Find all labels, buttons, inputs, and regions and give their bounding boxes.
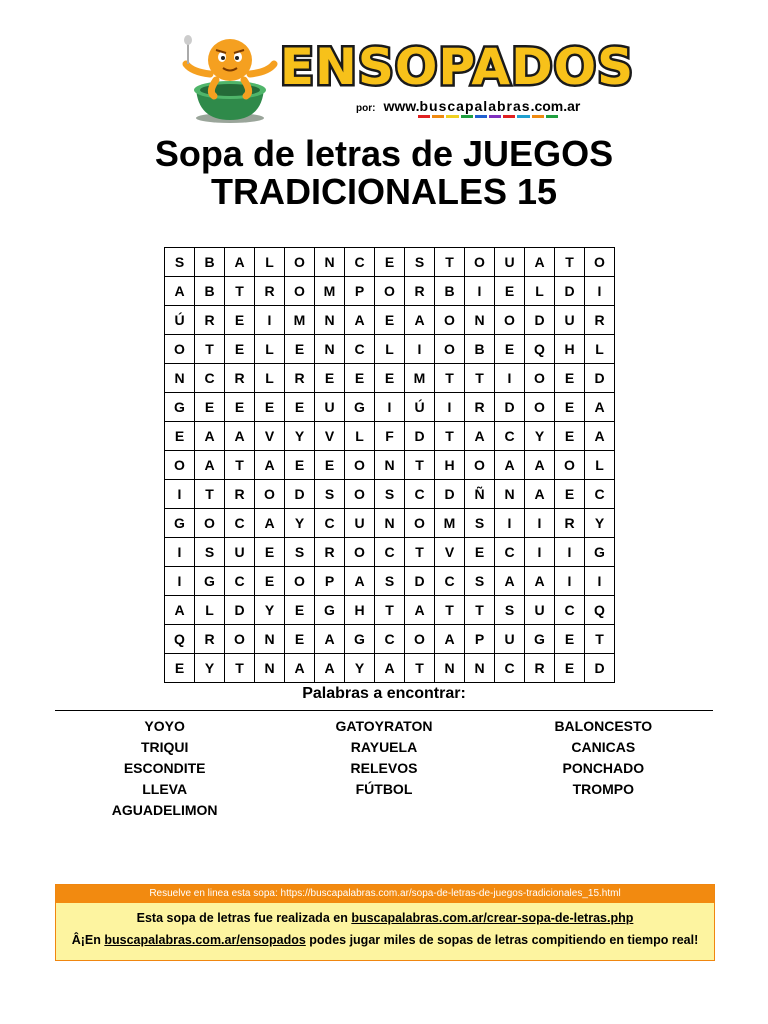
- grid-cell[interactable]: D: [285, 480, 315, 509]
- grid-cell[interactable]: D: [405, 567, 435, 596]
- byline-www: www.: [383, 98, 420, 114]
- grid-cell[interactable]: O: [255, 480, 285, 509]
- grid-row: [165, 364, 615, 393]
- grid-cell[interactable]: O: [345, 480, 375, 509]
- grid-cell[interactable]: O: [525, 393, 555, 422]
- grid-cell[interactable]: G: [345, 625, 375, 654]
- grid-cell[interactable]: L: [585, 335, 615, 364]
- grid-cell[interactable]: E: [255, 393, 285, 422]
- ensopados-link[interactable]: buscapalabras.com.ar/ensopados: [104, 933, 306, 947]
- grid-cell[interactable]: A: [195, 422, 225, 451]
- grid-cell[interactable]: Q: [525, 335, 555, 364]
- grid-cell[interactable]: N: [465, 306, 495, 335]
- grid-cell[interactable]: I: [585, 567, 615, 596]
- grid-cell[interactable]: P: [315, 567, 345, 596]
- grid-row: [165, 596, 615, 625]
- word-column: [494, 716, 713, 821]
- word-column: [274, 716, 493, 821]
- grid-row: [165, 335, 615, 364]
- grid-cell[interactable]: N: [435, 654, 465, 683]
- grid-cell[interactable]: M: [315, 277, 345, 306]
- grid-cell[interactable]: T: [195, 335, 225, 364]
- grid-cell[interactable]: D: [585, 654, 615, 683]
- grid-row: [165, 625, 615, 654]
- grid-cell[interactable]: T: [435, 248, 465, 277]
- grid-cell[interactable]: M: [435, 509, 465, 538]
- grid-row: [165, 567, 615, 596]
- grid-cell[interactable]: E: [555, 654, 585, 683]
- grid-cell[interactable]: E: [195, 393, 225, 422]
- grid-cell[interactable]: E: [315, 364, 345, 393]
- grid-cell[interactable]: O: [225, 625, 255, 654]
- grid-cell[interactable]: A: [225, 248, 255, 277]
- grid-cell[interactable]: I: [525, 538, 555, 567]
- grid-cell[interactable]: I: [165, 567, 195, 596]
- grid-cell[interactable]: T: [405, 654, 435, 683]
- grid-cell[interactable]: Ñ: [465, 480, 495, 509]
- grid-cell[interactable]: H: [435, 451, 465, 480]
- byline-brand: buscapalabras: [419, 98, 531, 114]
- grid-cell[interactable]: E: [465, 538, 495, 567]
- grid-cell[interactable]: N: [465, 654, 495, 683]
- grid-cell[interactable]: I: [495, 509, 525, 538]
- solve-online-link[interactable]: Resuelve en linea esta sopa: https://buscapalabras.com.ar/sopa-de-letras-de-juegos-tradicionales_15.html: [56, 885, 714, 903]
- footer-line-2-suffix: podes jugar miles de sopas de letras compitiendo en tiempo real!: [305, 933, 699, 947]
- grid-cell[interactable]: L: [375, 335, 405, 364]
- grid-cell[interactable]: Y: [195, 654, 225, 683]
- rainbow-segment: [503, 115, 515, 118]
- rainbow-segment: [446, 115, 458, 118]
- grid-cell[interactable]: D: [585, 364, 615, 393]
- grid-cell[interactable]: C: [405, 480, 435, 509]
- grid-cell[interactable]: R: [525, 654, 555, 683]
- word-list: [55, 716, 713, 821]
- grid-cell[interactable]: T: [465, 364, 495, 393]
- grid-cell[interactable]: R: [405, 277, 435, 306]
- grid-cell[interactable]: E: [375, 248, 405, 277]
- grid-cell[interactable]: H: [345, 596, 375, 625]
- grid-cell[interactable]: N: [315, 335, 345, 364]
- grid-cell[interactable]: T: [585, 625, 615, 654]
- rainbow-segment: [461, 115, 473, 118]
- grid-cell[interactable]: E: [555, 364, 585, 393]
- grid-cell[interactable]: A: [255, 451, 285, 480]
- grid-cell[interactable]: O: [525, 364, 555, 393]
- octopus-mascot-icon: [178, 30, 278, 125]
- grid-cell[interactable]: N: [315, 248, 345, 277]
- word-item: RAYUELA: [350, 739, 418, 755]
- grid-cell[interactable]: B: [195, 248, 225, 277]
- brand-rainbow-underline: [418, 115, 560, 118]
- grid-cell[interactable]: U: [315, 393, 345, 422]
- grid-cell[interactable]: R: [195, 625, 225, 654]
- word-item: CANICAS: [571, 739, 636, 755]
- grid-cell[interactable]: D: [405, 422, 435, 451]
- grid-cell[interactable]: R: [465, 393, 495, 422]
- grid-cell[interactable]: A: [405, 596, 435, 625]
- grid-cell[interactable]: C: [225, 567, 255, 596]
- grid-row: [165, 393, 615, 422]
- grid-cell[interactable]: A: [195, 451, 225, 480]
- grid-row: [165, 306, 615, 335]
- grid-cell[interactable]: C: [375, 625, 405, 654]
- grid-cell[interactable]: D: [495, 393, 525, 422]
- grid-cell[interactable]: E: [555, 625, 585, 654]
- grid-cell[interactable]: Ú: [165, 306, 195, 335]
- grid-cell[interactable]: C: [315, 509, 345, 538]
- grid-cell[interactable]: E: [255, 567, 285, 596]
- grid-cell[interactable]: S: [375, 480, 405, 509]
- grid-cell[interactable]: E: [555, 422, 585, 451]
- grid-cell[interactable]: S: [465, 567, 495, 596]
- grid-cell[interactable]: G: [585, 538, 615, 567]
- footer-line-2-prefix: Â¡En: [71, 933, 105, 947]
- grid-cell[interactable]: B: [195, 277, 225, 306]
- grid-cell[interactable]: I: [465, 277, 495, 306]
- grid-cell[interactable]: A: [435, 625, 465, 654]
- grid-cell[interactable]: V: [255, 422, 285, 451]
- grid-cell[interactable]: A: [525, 248, 555, 277]
- grid-cell[interactable]: A: [585, 393, 615, 422]
- grid-row: [165, 654, 615, 683]
- grid-cell[interactable]: T: [405, 538, 435, 567]
- grid-cell[interactable]: Y: [345, 654, 375, 683]
- grid-cell[interactable]: A: [525, 567, 555, 596]
- grid-cell[interactable]: M: [285, 306, 315, 335]
- grid-cell[interactable]: O: [435, 306, 465, 335]
- grid-cell[interactable]: R: [585, 306, 615, 335]
- grid-cell[interactable]: H: [555, 335, 585, 364]
- grid-cell[interactable]: A: [255, 509, 285, 538]
- grid-cell[interactable]: C: [495, 422, 525, 451]
- grid-cell[interactable]: G: [525, 625, 555, 654]
- title-line-2: TRADICIONALES 15: [210, 171, 558, 212]
- grid-row: [165, 451, 615, 480]
- grid-cell[interactable]: T: [375, 596, 405, 625]
- grid-cell[interactable]: C: [375, 538, 405, 567]
- grid-cell[interactable]: T: [405, 451, 435, 480]
- grid-cell[interactable]: Y: [255, 596, 285, 625]
- create-puzzle-link[interactable]: buscapalabras.com.ar/crear-sopa-de-letras.php: [351, 911, 634, 925]
- grid-cell[interactable]: R: [285, 364, 315, 393]
- grid-cell[interactable]: Y: [525, 422, 555, 451]
- grid-cell[interactable]: A: [315, 625, 345, 654]
- grid-cell[interactable]: C: [435, 567, 465, 596]
- grid-cell[interactable]: E: [225, 335, 255, 364]
- word-item: ESCONDITE: [123, 760, 206, 776]
- grid-cell[interactable]: U: [345, 509, 375, 538]
- grid-cell[interactable]: G: [345, 393, 375, 422]
- grid-cell[interactable]: A: [495, 451, 525, 480]
- grid-cell[interactable]: O: [345, 451, 375, 480]
- grid-cell[interactable]: I: [525, 509, 555, 538]
- grid-cell[interactable]: N: [165, 364, 195, 393]
- grid-cell[interactable]: R: [315, 538, 345, 567]
- grid-cell[interactable]: I: [255, 306, 285, 335]
- grid-cell[interactable]: E: [315, 451, 345, 480]
- word-item: TRIQUI: [140, 739, 189, 755]
- grid-cell[interactable]: O: [165, 335, 195, 364]
- grid-cell[interactable]: E: [255, 538, 285, 567]
- grid-cell[interactable]: L: [195, 596, 225, 625]
- grid-cell[interactable]: N: [315, 306, 345, 335]
- grid-cell[interactable]: E: [285, 596, 315, 625]
- grid-cell[interactable]: O: [285, 277, 315, 306]
- grid-cell[interactable]: T: [465, 596, 495, 625]
- logo-text: ENSOPADOS: [279, 38, 635, 96]
- grid-cell[interactable]: N: [375, 509, 405, 538]
- word-item: PONCHADO: [562, 760, 645, 776]
- word-search-grid: [164, 247, 615, 683]
- grid-cell[interactable]: E: [165, 422, 195, 451]
- grid-cell[interactable]: V: [435, 538, 465, 567]
- grid-cell[interactable]: A: [315, 654, 345, 683]
- grid-cell[interactable]: C: [585, 480, 615, 509]
- grid-cell[interactable]: E: [285, 451, 315, 480]
- grid-cell[interactable]: U: [225, 538, 255, 567]
- grid-cell[interactable]: C: [345, 248, 375, 277]
- grid-cell[interactable]: O: [285, 567, 315, 596]
- grid-cell[interactable]: C: [495, 654, 525, 683]
- grid-cell[interactable]: C: [345, 335, 375, 364]
- rainbow-segment: [432, 115, 444, 118]
- grid-cell[interactable]: U: [525, 596, 555, 625]
- grid-cell[interactable]: I: [165, 538, 195, 567]
- grid-cell[interactable]: E: [225, 306, 255, 335]
- grid-cell[interactable]: O: [195, 509, 225, 538]
- grid-cell[interactable]: T: [435, 596, 465, 625]
- grid-cell[interactable]: E: [225, 393, 255, 422]
- grid-cell[interactable]: D: [555, 277, 585, 306]
- grid-cell[interactable]: A: [525, 451, 555, 480]
- word-item: TROMPO: [572, 781, 635, 797]
- word-item: GATOYRATON: [335, 718, 433, 734]
- grid-cell[interactable]: D: [525, 306, 555, 335]
- rainbow-segment: [489, 115, 501, 118]
- byline: [356, 98, 580, 114]
- grid-cell[interactable]: V: [315, 422, 345, 451]
- grid-cell[interactable]: G: [315, 596, 345, 625]
- grid-cell[interactable]: S: [495, 596, 525, 625]
- grid-cell[interactable]: Y: [285, 422, 315, 451]
- grid-cell[interactable]: N: [255, 654, 285, 683]
- grid-cell[interactable]: A: [375, 654, 405, 683]
- grid-cell[interactable]: Q: [585, 596, 615, 625]
- grid-cell[interactable]: U: [495, 248, 525, 277]
- grid-cell[interactable]: A: [285, 654, 315, 683]
- grid-cell[interactable]: N: [255, 625, 285, 654]
- grid-cell[interactable]: M: [405, 364, 435, 393]
- grid-cell[interactable]: A: [225, 422, 255, 451]
- grid-cell[interactable]: O: [165, 451, 195, 480]
- grid-cell[interactable]: N: [375, 451, 405, 480]
- grid-cell[interactable]: S: [375, 567, 405, 596]
- word-column: [55, 716, 274, 821]
- grid-cell[interactable]: L: [255, 335, 285, 364]
- grid-cell[interactable]: S: [465, 509, 495, 538]
- grid-cell[interactable]: E: [165, 654, 195, 683]
- grid-cell[interactable]: C: [195, 364, 225, 393]
- word-item: AGUADELIMON: [111, 802, 218, 818]
- grid-cell[interactable]: D: [435, 480, 465, 509]
- grid-cell[interactable]: P: [345, 277, 375, 306]
- grid-cell[interactable]: O: [405, 625, 435, 654]
- grid-cell[interactable]: E: [555, 393, 585, 422]
- grid-cell[interactable]: S: [195, 538, 225, 567]
- grid-cell[interactable]: E: [285, 625, 315, 654]
- grid-cell[interactable]: A: [345, 306, 375, 335]
- grid-cell[interactable]: S: [405, 248, 435, 277]
- grid-cell[interactable]: R: [195, 306, 225, 335]
- grid-cell[interactable]: L: [525, 277, 555, 306]
- grid-cell[interactable]: I: [585, 277, 615, 306]
- grid-cell[interactable]: A: [585, 422, 615, 451]
- grid-cell[interactable]: R: [255, 277, 285, 306]
- byline-por: por:: [356, 103, 376, 114]
- grid-cell[interactable]: T: [555, 248, 585, 277]
- words-heading: Palabras a encontrar:: [302, 685, 466, 702]
- grid-cell[interactable]: U: [495, 625, 525, 654]
- grid-cell[interactable]: O: [585, 248, 615, 277]
- grid-cell[interactable]: L: [255, 364, 285, 393]
- grid-cell[interactable]: T: [435, 364, 465, 393]
- rainbow-segment: [418, 115, 430, 118]
- grid-cell[interactable]: O: [435, 335, 465, 364]
- grid-cell[interactable]: R: [225, 480, 255, 509]
- grid-cell[interactable]: D: [225, 596, 255, 625]
- grid-cell[interactable]: A: [495, 567, 525, 596]
- grid-row: [165, 480, 615, 509]
- rainbow-segment: [532, 115, 544, 118]
- grid-cell[interactable]: L: [345, 422, 375, 451]
- rainbow-segment: [517, 115, 529, 118]
- grid-cell[interactable]: Y: [585, 509, 615, 538]
- grid-cell[interactable]: F: [375, 422, 405, 451]
- grid-cell[interactable]: P: [465, 625, 495, 654]
- grid-cell[interactable]: G: [165, 509, 195, 538]
- grid-cell[interactable]: A: [165, 277, 195, 306]
- grid-row: [165, 277, 615, 306]
- grid-cell[interactable]: O: [375, 277, 405, 306]
- grid-cell[interactable]: C: [495, 538, 525, 567]
- word-item: FÚTBOL: [355, 781, 413, 797]
- word-item: YOYO: [144, 718, 185, 734]
- grid-cell[interactable]: I: [375, 393, 405, 422]
- grid-cell[interactable]: A: [345, 567, 375, 596]
- grid-cell[interactable]: Y: [285, 509, 315, 538]
- grid-cell[interactable]: I: [435, 393, 465, 422]
- grid-cell[interactable]: S: [315, 480, 345, 509]
- grid-cell[interactable]: O: [465, 248, 495, 277]
- divider: [55, 710, 713, 711]
- grid-cell[interactable]: E: [555, 480, 585, 509]
- grid-cell[interactable]: U: [555, 306, 585, 335]
- grid-cell[interactable]: L: [585, 451, 615, 480]
- grid-cell[interactable]: B: [465, 335, 495, 364]
- grid-row: [165, 538, 615, 567]
- grid-cell[interactable]: S: [285, 538, 315, 567]
- grid-cell[interactable]: O: [345, 538, 375, 567]
- grid-cell[interactable]: I: [555, 538, 585, 567]
- title-line-1: Sopa de letras de JUEGOS: [154, 133, 614, 174]
- grid-cell[interactable]: T: [195, 480, 225, 509]
- grid-cell[interactable]: Ú: [405, 393, 435, 422]
- byline-tld: .com.ar: [530, 98, 581, 114]
- grid-cell[interactable]: C: [225, 509, 255, 538]
- footer-line-2: [56, 929, 714, 951]
- grid-cell[interactable]: B: [435, 277, 465, 306]
- footer-line-1: [56, 907, 714, 929]
- grid-cell[interactable]: A: [525, 480, 555, 509]
- footer-box: [55, 884, 715, 961]
- grid-cell[interactable]: C: [555, 596, 585, 625]
- grid-cell[interactable]: T: [225, 451, 255, 480]
- grid-cell[interactable]: I: [555, 567, 585, 596]
- grid-cell[interactable]: E: [285, 393, 315, 422]
- grid-cell[interactable]: R: [555, 509, 585, 538]
- word-item: RELEVOS: [350, 760, 418, 776]
- grid-cell[interactable]: E: [375, 364, 405, 393]
- grid-cell[interactable]: O: [495, 306, 525, 335]
- grid-cell[interactable]: I: [405, 335, 435, 364]
- grid-cell[interactable]: N: [495, 480, 525, 509]
- grid-cell[interactable]: E: [495, 277, 525, 306]
- grid-cell[interactable]: E: [285, 335, 315, 364]
- grid-cell[interactable]: L: [255, 248, 285, 277]
- grid-cell[interactable]: O: [465, 451, 495, 480]
- grid-cell[interactable]: O: [555, 451, 585, 480]
- page-title: [0, 135, 768, 211]
- rainbow-segment: [546, 115, 558, 118]
- grid-row: [165, 509, 615, 538]
- grid-cell[interactable]: E: [345, 364, 375, 393]
- grid-row: [165, 422, 615, 451]
- grid-cell[interactable]: R: [225, 364, 255, 393]
- ensopados-logo: [279, 34, 635, 96]
- grid-row: [165, 248, 615, 277]
- grid-cell[interactable]: G: [165, 393, 195, 422]
- grid-cell[interactable]: I: [495, 364, 525, 393]
- grid-cell[interactable]: T: [435, 422, 465, 451]
- grid-cell[interactable]: S: [165, 248, 195, 277]
- footer-line-1-prefix: Esta sopa de letras fue realizada en: [136, 911, 352, 925]
- grid-cell[interactable]: G: [195, 567, 225, 596]
- grid-cell[interactable]: O: [405, 509, 435, 538]
- grid-cell[interactable]: O: [285, 248, 315, 277]
- word-item: BALONCESTO: [554, 718, 653, 734]
- grid-cell[interactable]: T: [225, 654, 255, 683]
- grid-cell[interactable]: A: [165, 596, 195, 625]
- grid-cell[interactable]: Q: [165, 625, 195, 654]
- grid-cell[interactable]: T: [225, 277, 255, 306]
- grid-cell[interactable]: A: [405, 306, 435, 335]
- grid-cell[interactable]: E: [495, 335, 525, 364]
- grid-cell[interactable]: I: [165, 480, 195, 509]
- grid-cell[interactable]: A: [465, 422, 495, 451]
- rainbow-segment: [475, 115, 487, 118]
- grid-cell[interactable]: E: [375, 306, 405, 335]
- word-item: LLEVA: [142, 781, 188, 797]
